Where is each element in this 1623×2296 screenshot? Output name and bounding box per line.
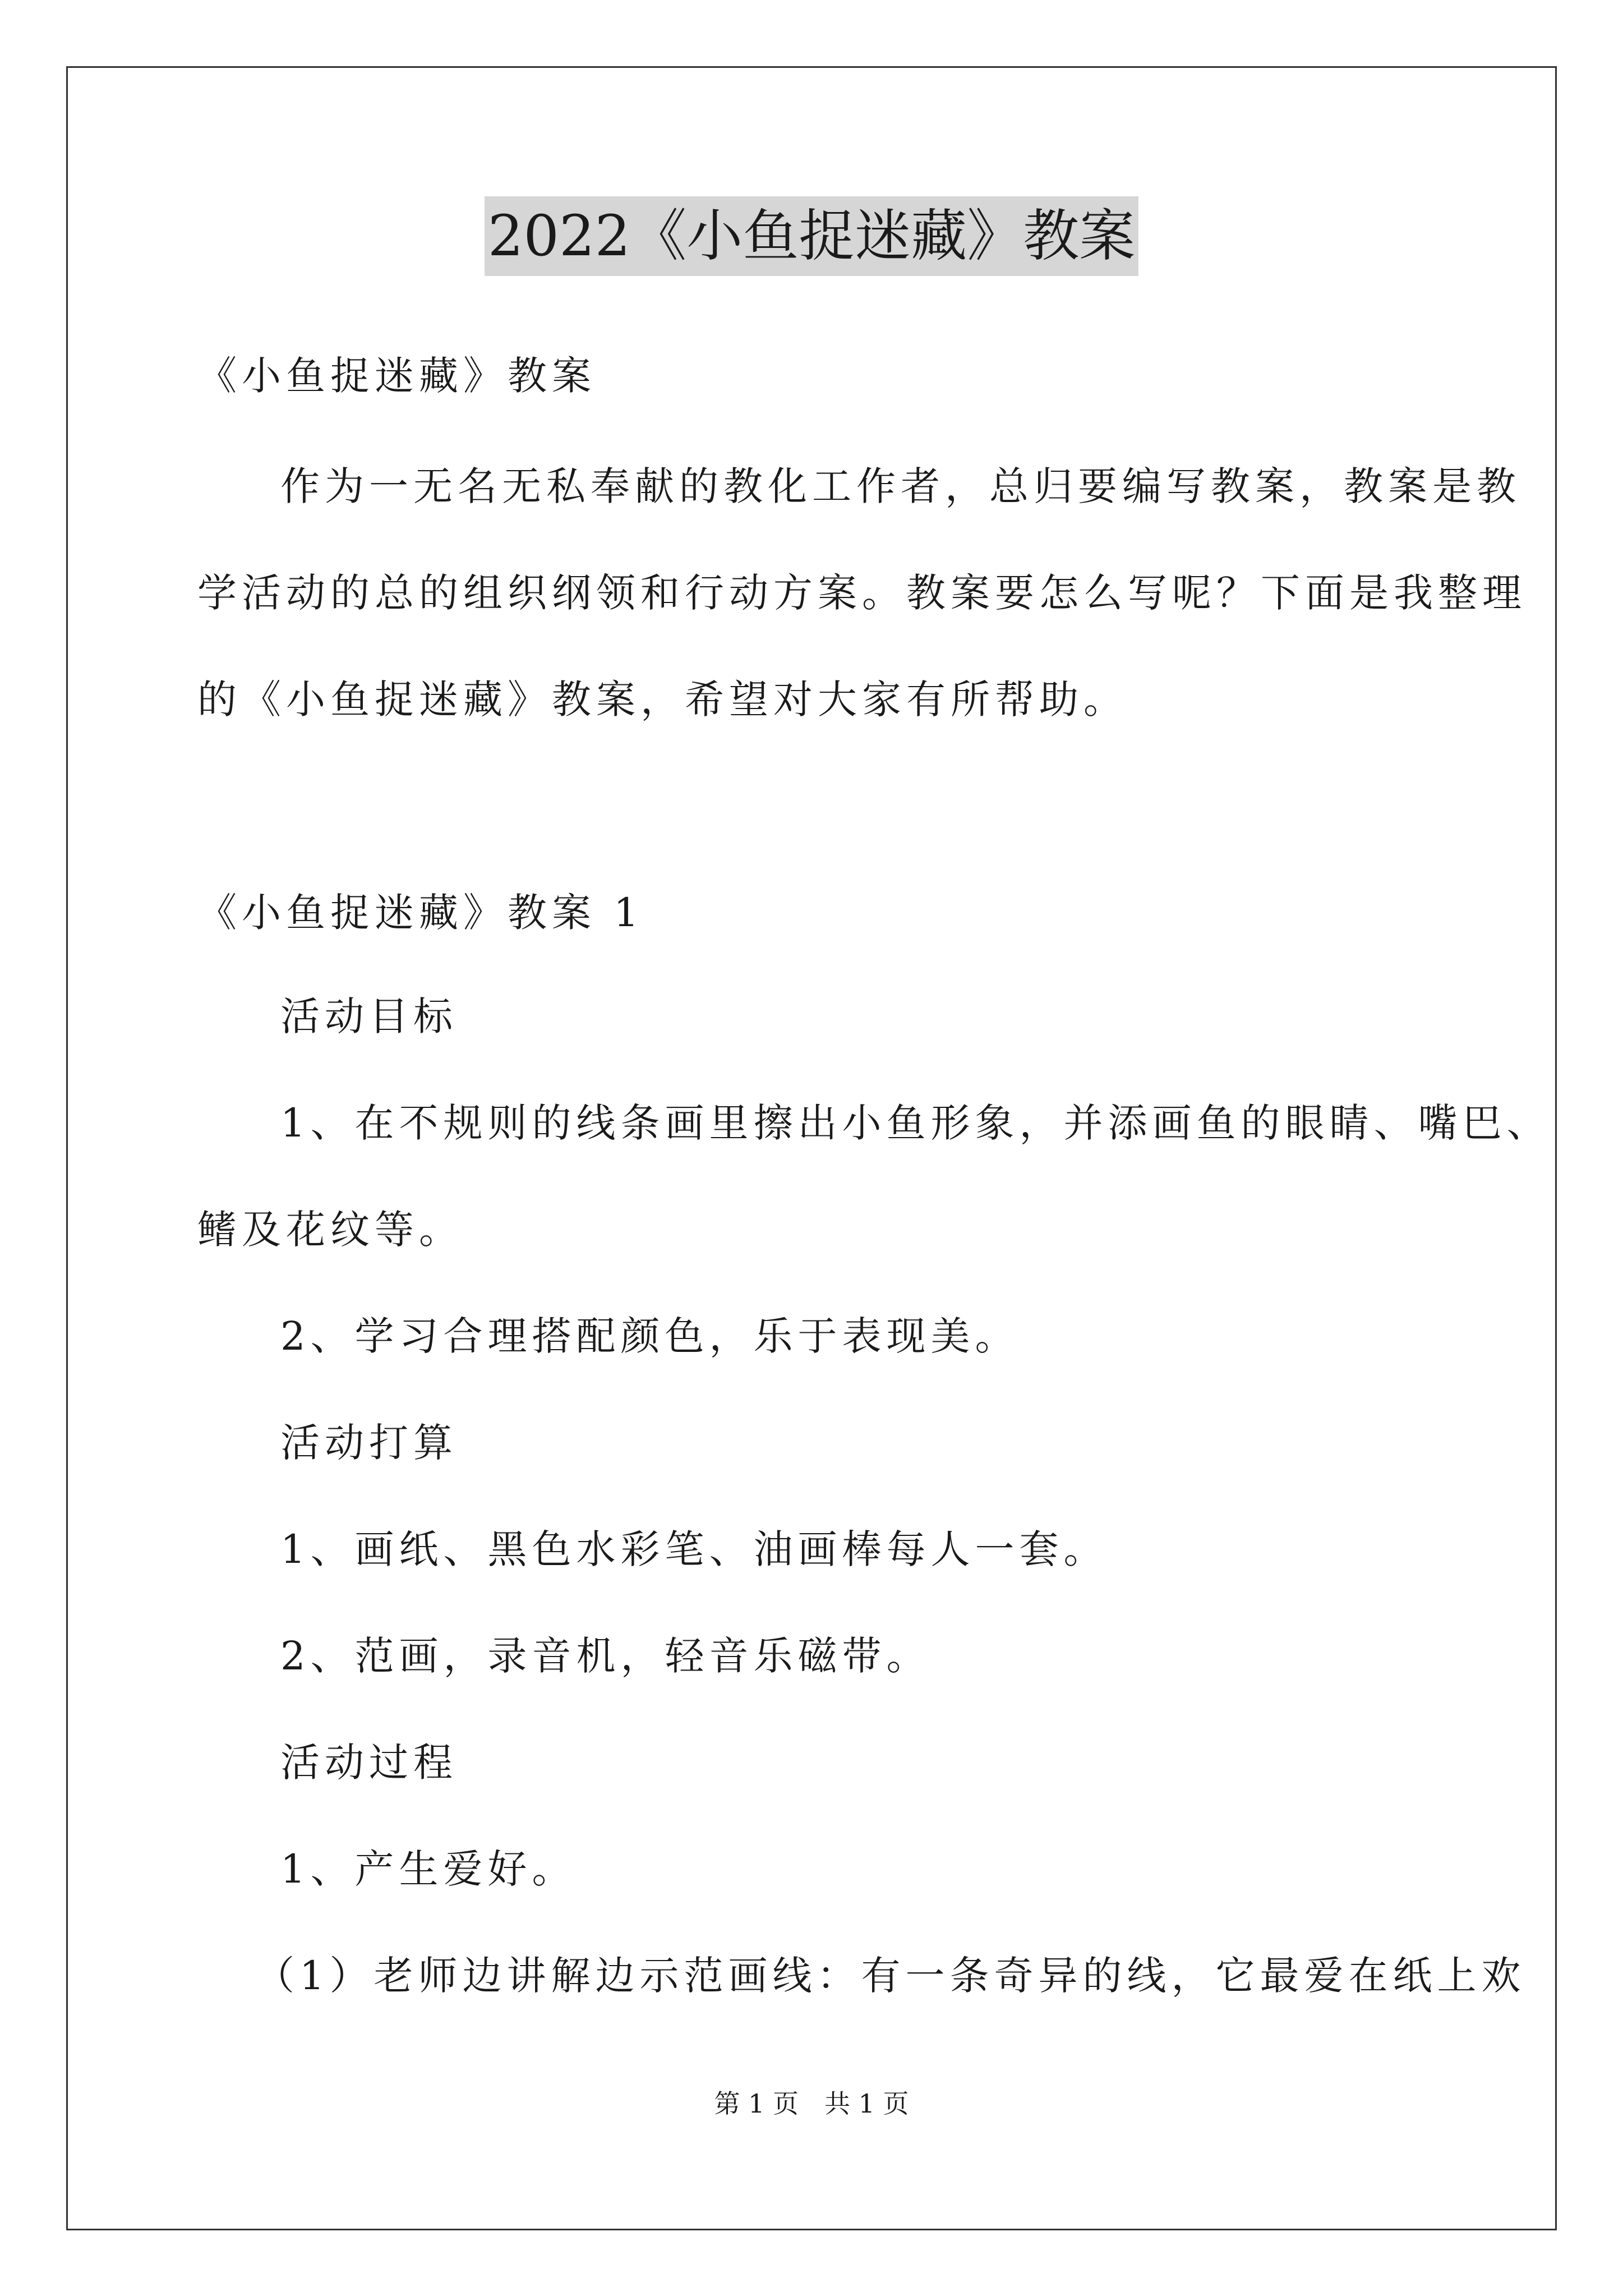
body-line-4: 2、学习合理搭配颜色，乐于表现美。 (280, 1313, 1020, 1359)
document-title-wrapper (0, 196, 1623, 276)
body-line-10: （1）老师边讲解边示范画线：有一条奇异的线，它最爱在纸上欢 (255, 1953, 1526, 1999)
intro-line-2: 学活动的总的组织纲领和行动方案。教案要怎么写呢？下面是我整理 (197, 570, 1527, 616)
intro-line-3: 的《小鱼捉迷藏》教案，希望对大家有所帮助。 (197, 677, 1128, 723)
body-line-9: 1、产生爱好。 (280, 1846, 577, 1892)
body-line-6: 1、画纸、黑色水彩笔、油画棒每人一套。 (280, 1526, 1108, 1572)
body-line-7: 2、范画，录音机，轻音乐磁带。 (280, 1633, 931, 1679)
body-line-5: 活动打算 (280, 1420, 458, 1466)
subtitle: 《小鱼捉迷藏》教案 (197, 353, 596, 399)
body-line-2: 1、在不规则的线条画里擦出小鱼形象，并添画鱼的眼睛、嘴巴、 (280, 1100, 1551, 1146)
body-line-1: 活动目标 (280, 993, 458, 1039)
intro-line-1: 作为一无名无私奉献的教化工作者，总归要编写教案，教案是教 (280, 463, 1521, 509)
page-footer: 第 1 页 共 1 页 (714, 2088, 909, 2119)
body-line-3: 鳍及花纹等。 (197, 1207, 463, 1253)
section-heading: 《小鱼捉迷藏》教案 1 (197, 890, 644, 936)
document-title: 2022《小鱼捉迷藏》教案 (485, 196, 1139, 276)
body-line-8: 活动过程 (280, 1740, 458, 1786)
